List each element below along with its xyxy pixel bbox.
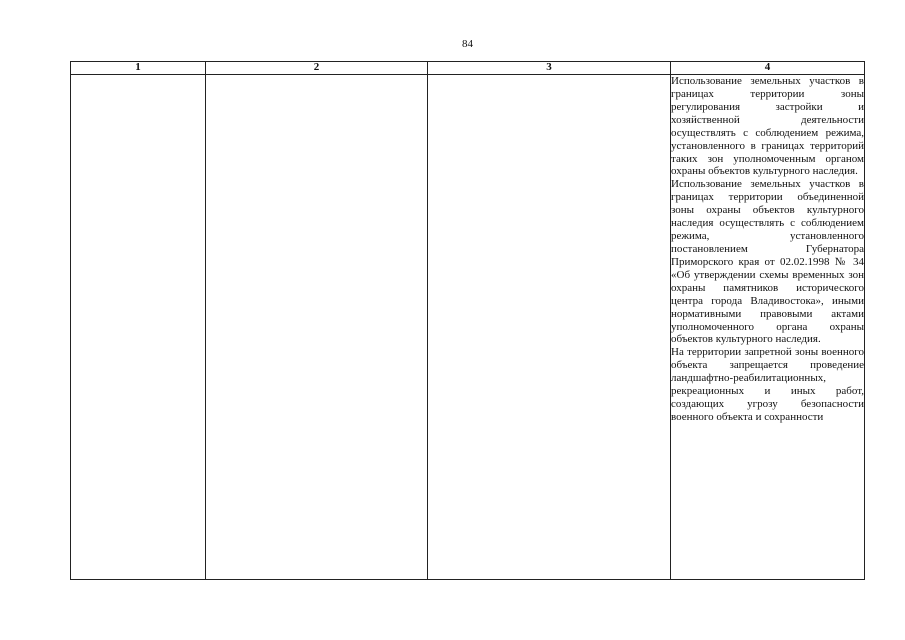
column-header-1: 1 xyxy=(71,62,206,75)
page-number: 84 xyxy=(462,38,473,50)
paragraph-unified-protection-zone: Использование земельных участков в границах территории объединенной зоны охраны объектов культурного наследия осуществлять с соблюдением режима, установленного постановлением Губернатора Приморского края от 02.02.1998 № 34 «Об утверждении схемы временных зон охраны памятников исторического центра города Владивостока», иными нормативными правовыми актами уполномоченного органа охраны объектов культурного наследия. xyxy=(671,178,864,346)
column-header-3: 3 xyxy=(428,62,671,75)
table-cell-col2 xyxy=(206,75,428,580)
column-header-4: 4 xyxy=(671,62,865,75)
column-header-2: 2 xyxy=(206,62,428,75)
table-cell-col4 xyxy=(671,75,865,580)
table-cell-col1 xyxy=(71,75,206,580)
table-header-row xyxy=(71,62,865,75)
paragraph-cultural-heritage-zone: Использование земельных участков в границах территории зоны регулирования застройки и хозяйственной деятельности осуществлять с соблюдением режима, установленного в границах территорий таких зон уполномоченным органом охраны объектов культурного наследия. xyxy=(671,75,864,178)
table-row xyxy=(71,75,865,580)
paragraph-military-restricted-zone: На территории запретной зоны военного объекта запрещается проведение ландшафтно-реабилитационных, рекреационных и иных работ, создающих угрозу безопасности военного объекта и сохранности xyxy=(671,346,864,423)
table-cell-col3 xyxy=(428,75,671,580)
document-table xyxy=(70,61,865,580)
